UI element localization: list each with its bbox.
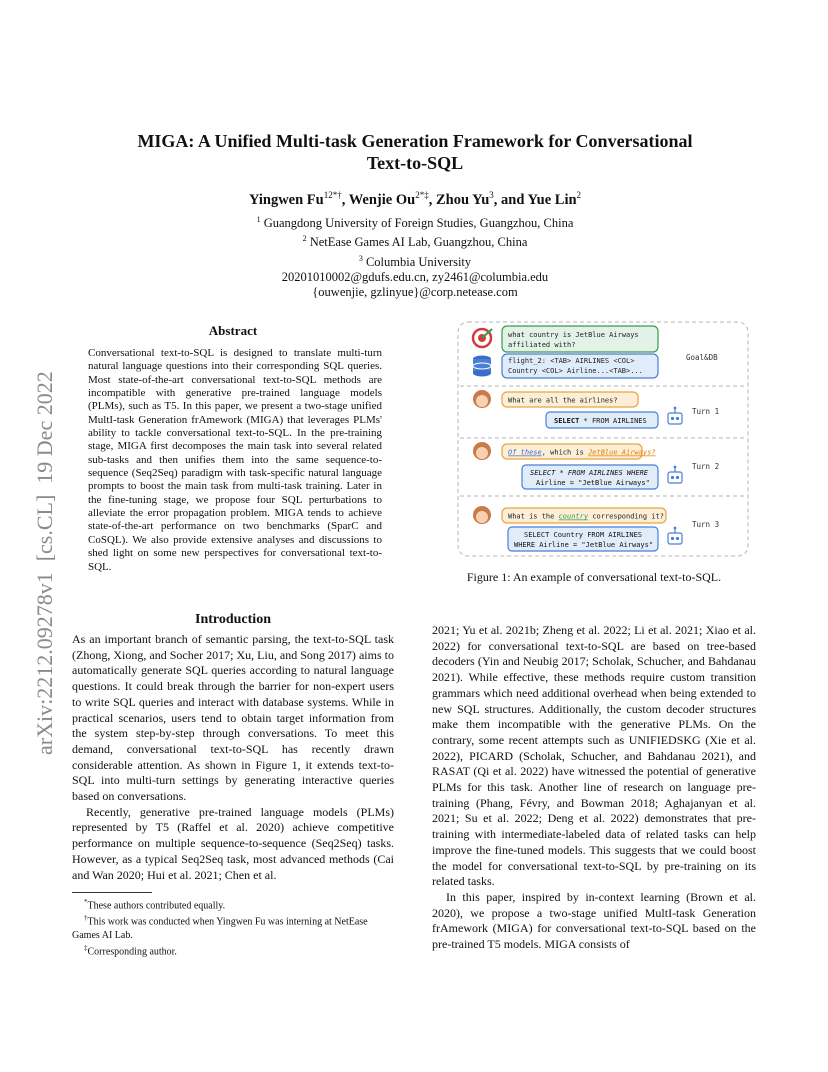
- footnote-text: These authors contributed equally.: [87, 900, 226, 912]
- user-avatar-icon: [473, 442, 491, 460]
- footnote-mark: †: [84, 914, 88, 923]
- paragraph: Recently, generative pre-trained language models (PLMs) represented by T5 (Raffel et al. 2020) achieve competitive performance on multiple sequence-to-sequence (Seq2Seq) tasks. However, as a typical Seq2Seq task, most advanced methods (Cai and Wan 2020; Hui et al. 2021; Chen et al.: [72, 804, 394, 882]
- paragraph: 2021; Yu et al. 2021b; Zheng et al. 2022; Li et al. 2021; Xiao et al. 2022) for conversational text-to-SQL are based on tree-based decoders (Yin and Neubig 2017; Scholak, Schucher, and Bahdanau 2021). While effective, these methods require custom transition grammars which need additional overhead when being extended to new SQL structures. Additionally, the custom decoder structures make them incompatible with the generative PLMs. On the contrary, some recent attempts such as UNIFIEDSKG (Xie et al. 2022), PICARD (Scholak, Schucher, and Bahdanau 2021), and RASAT (Qi et al. 2022) have witnessed the potential of generative PLMs for this task. Another line of research on language pre-training (Phang, Févry, and Bowman 2018; Aghajanyan et al. 2021; Su et al. 2022; Deng et al. 2022) demonstrates that pre-training with intermediate-labeled data of related tasks can help improve the fine-tuned models. This suggests that we could boost the model for conversational text-to-SQL by pre-training on its related tasks.: [432, 623, 756, 889]
- author-sup: 12*†: [323, 190, 342, 200]
- db-schema-line: flight_2: <TAB> AIRLINES <COL>: [508, 357, 635, 365]
- target-icon: [473, 329, 492, 347]
- user-avatar-icon: [473, 390, 491, 408]
- database-icon: [473, 356, 491, 377]
- email-line: {ouwenjie, gzlinyue}@corp.netease.com: [312, 285, 518, 300]
- introduction-heading: Introduction: [195, 612, 271, 627]
- title-line-2: Text-to-SQL: [366, 153, 464, 173]
- author-separator: ,: [428, 191, 436, 208]
- figure-caption: Figure 1: An example of conversational text-to-SQL.: [466, 570, 722, 584]
- affiliation: [90, 251, 740, 270]
- footnote-text: Corresponding author.: [87, 945, 177, 957]
- paragraph: As an important branch of semantic parsing, the text-to-SQL task (Zhong, Xiong, and Socher 2017; Xu, Liu, and Song 2017) aims to automatically generate SQL queries according to natural language questions. It could break through the barrier for non-expert users to write SQL queries and interact with database systems. While in practical scenarios, users tend to obtain target information from the system step-by-step through conversations. To meet this demand, conversational text-to-SQL has recently drawn considerable attention. As shown in Figure 1, it extends text-to-SQL into multi-turn settings by generating interactive queries based on conversations.: [72, 632, 394, 804]
- email-line: 20201010002@gdufs.edu.cn, zy2461@columbia.edu: [281, 270, 549, 285]
- paragraph: In this paper, inspired by in-context learning (Brown et al. 2020), we propose a two-stage unified MultI-task Generation frAmework (MIGA) for conversational text-to-SQL based on the pre-trained T5 models. MIGA consists of: [432, 889, 756, 952]
- turn2-label: Turn 2: [692, 462, 720, 471]
- affiliation-sup: 1: [256, 215, 261, 224]
- goal-question-line: what country is JetBlue Airways: [508, 331, 639, 339]
- robot-icon: [668, 407, 682, 424]
- turn1-label: Turn 1: [692, 407, 720, 416]
- footnote: [72, 896, 394, 912]
- author-list: [90, 190, 740, 209]
- title-line-1: MIGA: A Unified Multi-task Generation Framework for Conversational: [137, 131, 693, 151]
- author-name: Zhou Yu: [435, 191, 490, 208]
- affiliation-text: Guangdong University of Foreign Studies, Guangzhou, China: [263, 216, 574, 231]
- robot-icon: [668, 466, 682, 483]
- figure-1: [456, 320, 750, 560]
- goal-question-line: affiliated with?: [508, 341, 576, 349]
- abstract-heading: Abstract: [208, 323, 258, 338]
- affiliation: [90, 212, 740, 231]
- footnote-mark: *: [84, 898, 88, 906]
- affiliation-text: Columbia University: [365, 254, 472, 269]
- footnote-mark: ‡: [84, 943, 88, 952]
- footnote: [72, 912, 394, 941]
- author-name: Wenjie Ou: [348, 191, 416, 208]
- affiliation: [90, 231, 740, 250]
- author-sup: 2*‡: [415, 190, 429, 200]
- turn2-sql-line: SELECT * FROM AIRLINES WHERE: [530, 469, 649, 477]
- footnote-rule: [72, 892, 152, 893]
- left-column-body: [72, 632, 394, 883]
- footnote: [72, 942, 394, 958]
- turn3-label: Turn 3: [692, 520, 720, 529]
- footnote-text: This work was conducted when Yingwen Fu was interning at NetEase Games AI Lab.: [72, 916, 368, 941]
- abstract-text: Conversational text-to-SQL is designed to translate multi-turn natural language questions into their corresponding SQL queries. Most state-of-the-art conversational text-to-SQL methods are incompatible with generative pre-trained language models (PLMs), such as T5. In this paper, we present a two-stage unified MultI-task Generation frAmework (MIGA) that leverages PLMs' ability to tackle conversational text-to-SQL. In the pre-training stage, MIGA first decomposes the main task into several related sub-tasks and then unifies them into the same sequence-to-sequence (Seq2Seq) paradigm with task-specific natural language prompts to boost the main task from multi-task training. Later in the fine-tuning stage, we propose four SQL perturbations to alleviate the error propagation problem. MIGA tends to achieve state-of-the-art performance on two benchmarks (SparC and CoSQL). We also provide extensive analyses and discussions to shed light on some new perspectives for conversational text-to-SQL.: [88, 347, 382, 573]
- author-name: Yue Lin: [527, 191, 577, 208]
- db-schema-line: Country <COL> Airline...<TAB>...: [508, 367, 643, 375]
- affiliation-sup: 2: [302, 234, 307, 244]
- goal-db-label: Goal&DB: [686, 353, 718, 362]
- footnotes: [72, 896, 394, 958]
- author-sup: 3: [489, 190, 494, 200]
- turn1-question: What are all the airlines?: [508, 396, 618, 405]
- turn3-sql-line: WHERE Airline = "JetBlue Airways": [514, 541, 654, 549]
- turn2-sql-line: Airline = "JetBlue Airways": [536, 479, 650, 487]
- turn3-sql-line: SELECT Country FROM AIRLINES: [524, 531, 643, 539]
- author-name: Yingwen Fu: [248, 191, 324, 208]
- right-column-body: [432, 623, 756, 953]
- arxiv-stamp: [24, 285, 64, 755]
- author-sup: 2: [576, 190, 582, 200]
- affiliation-text: NetEase Games AI Lab, Guangzhou, China: [309, 235, 528, 250]
- affiliation-sup: 3: [358, 253, 363, 263]
- arxiv-id: arXiv:2212.09278v1 [cs.CL] 19 Dec 2022: [32, 371, 57, 755]
- author-separator: ,: [341, 191, 349, 208]
- user-avatar-icon: [473, 506, 491, 524]
- paper-title: [90, 130, 740, 174]
- affiliations: [90, 212, 740, 300]
- robot-icon: [668, 527, 682, 544]
- turn2-question: Of these, which is JetBlue Airways?: [508, 448, 656, 457]
- turn1-sql: SELECT * FROM AIRLINES: [554, 417, 647, 425]
- turn3-question: What is the country corresponding it?: [508, 512, 664, 521]
- author-separator: , and: [493, 191, 528, 208]
